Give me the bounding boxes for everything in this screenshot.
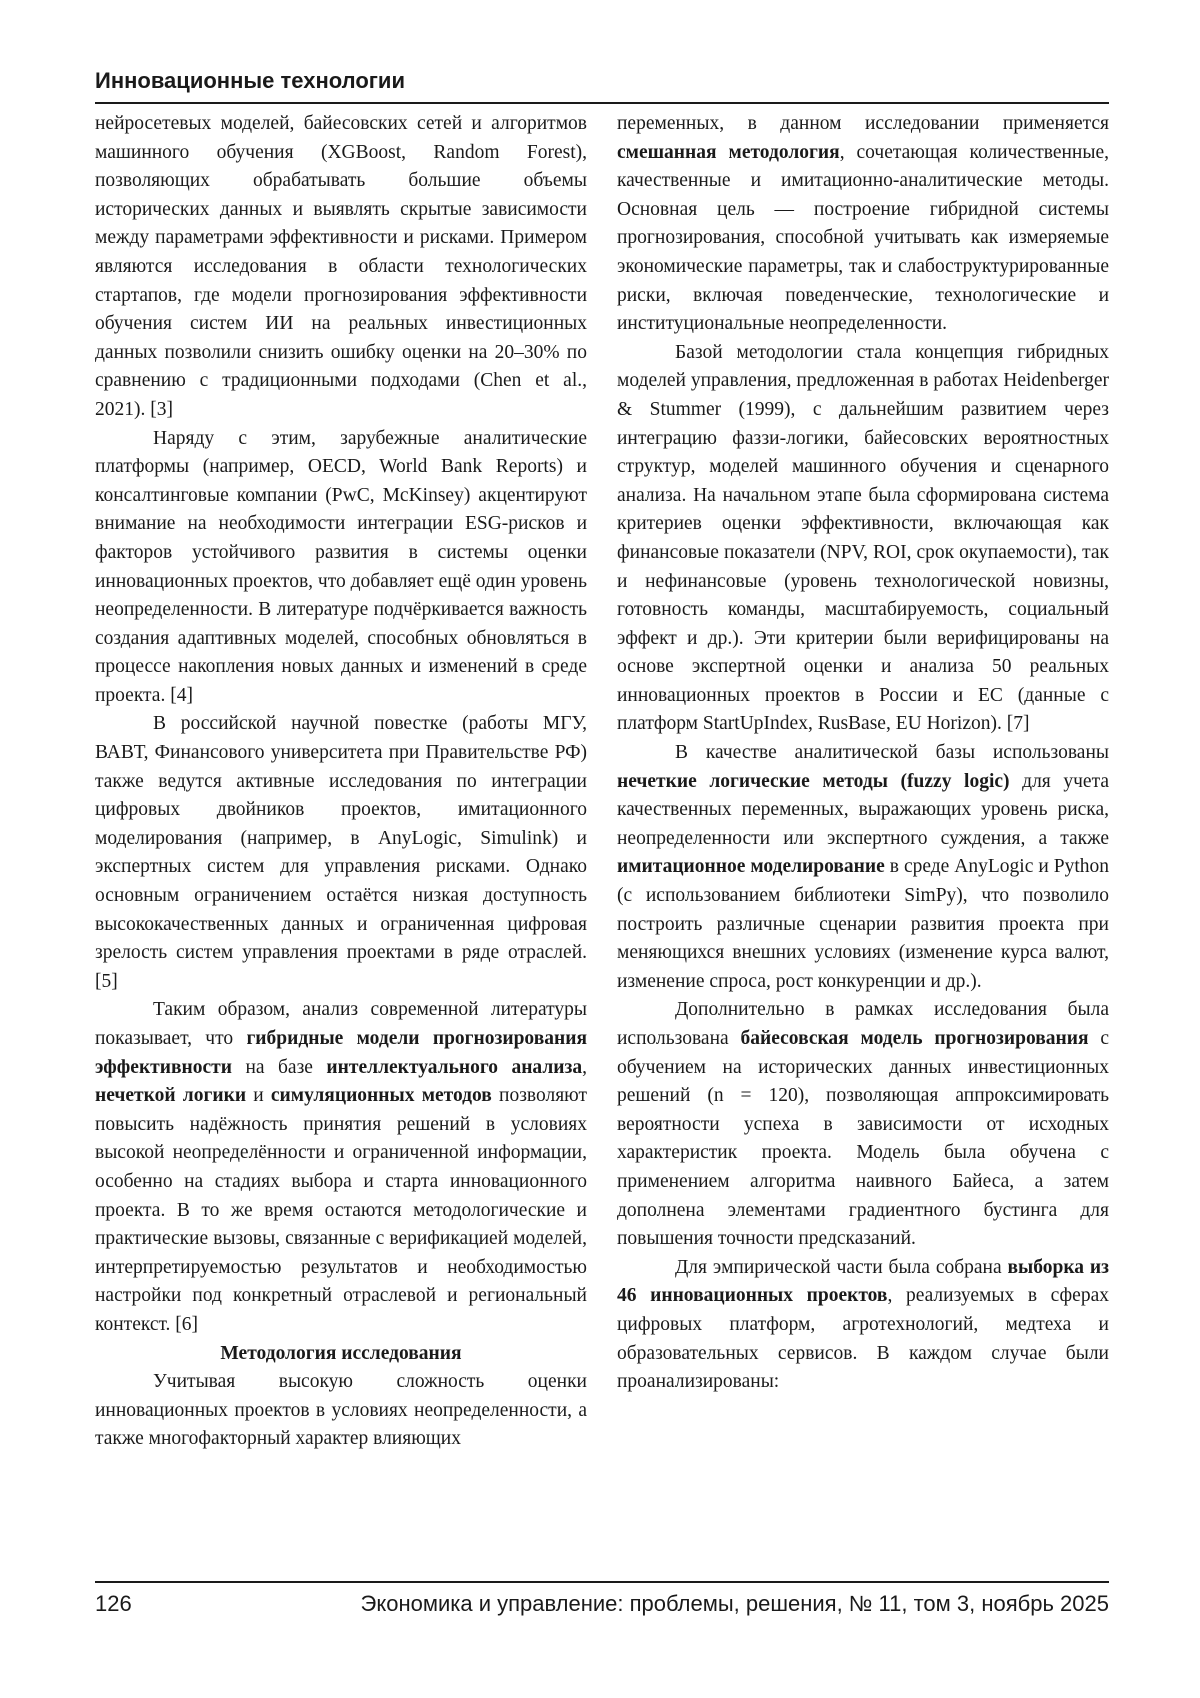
text-run: для учета качественных переменных, выражающих уровень риска, неопределенности или экспертного суждения, а также [617,770,1109,849]
journal-citation: Экономика и управление: проблемы, решения, № 11, том 3, ноябрь 2025 [360,1591,1109,1616]
footer-rule [95,1581,1109,1583]
paragraph [617,110,1109,339]
paragraph: нейросетевых моделей, байесовских сетей и алгоритмов машинного обучения (XGBoost, Random Forest), позволяющих обрабатывать большие объемы исторических данных и выявлять скрытые зависимости между параметрами эффективности и рисками. Примером являются исследования в области технологических стартапов, где модели прогнозирования эффективности обучения систем ИИ на реальных инвестиционных данных позволили снизить ошибку оценки на 20–30% по сравнению с традиционными подходами (Chen et al., 2021). [3] [95,113,587,420]
text-run: , реализуемых в сферах цифровых платформ, агротехнологий, медтеха и образовательных сервисов. В каждом случае были проанализированы: [617,1285,1109,1393]
text-run: позволяют повысить надёжность принятия решений в условиях высокой неопределённости и ограниченной информации, особенно на стадиях выбора и старта инновационного проекта. В то же время остаются методологические и практические вызовы, связанные с верификацией моделей, интерпретируемостью результатов и необходимостью настройки под конкретный отраслевой и региональный контекст. [6] [95,1085,588,1335]
header-rule [95,102,1109,104]
text-run: с обучением на исторических данных инвестиционных решений (n = 120), позволяющая аппроксимировать вероятности успеха в зависимости от исходных характеристик проекта. Модель была обучена с применением алгоритма наивного Байеса, а затем дополнена элементами градиентного бустинга для повышения точности предсказаний. [617,1028,1109,1250]
bold-term: гибридные модели прогнозирования эффективности [95,1028,587,1078]
bold-term: интеллектуального анализа [326,1056,583,1078]
section-heading: Методология исследования [220,1342,462,1364]
text-run: переменных, в данном исследовании применяется [617,113,1109,134]
text-run: в среде AnyLogic и Python (с использованием библиотеки SimPy), что позволило построить различные сценарии развития проекта при меняющихся внешних условиях (изменение курса валют, изменение спроса, рост конкуренции и др.). [617,856,1109,992]
bold-term: байесовская модель прогнозирования [740,1028,1089,1049]
bold-term: смешанная методология [617,141,840,163]
text-run: В качестве аналитической базы использованы [675,742,1109,764]
paragraph: Базой методологии стала концепция гибридных моделей управления, предложенная в работах Heidenberger & Stummer (1999), с дальнейшим развитием через интеграцию фаззи-логики, байесовских вероятностных структур, моделей машинного обучения и сценарного анализа. На начальном этапе была сформирована система критериев оценки эффективности, включающая как финансовые показатели (NPV, ROI, срок окупаемости), так и нефинансовые (уровень технологической новизны, готовность команды, масштабируемость, социальный эффект и др.). Эти критерии были верифицированы на основе экспертной оценки и анализа 50 реальных инновационных проектов в России и ЕС (данные с платформ StartUpIndex, RusBase, EU Horizon). [7] [617,341,1109,735]
text-run: Таким образом, анализ современной литературы показывает, что [95,999,587,1049]
left-column [95,110,587,1454]
paragraph [95,996,587,1339]
text-run: Дополнительно в рамках исследования была использована [617,999,1109,1049]
bold-term: симуляционных методов [270,1085,492,1107]
paragraph: Наряду с этим, зарубежные аналитические платформы (например, OECD, World Bank Reports) и консалтинговые компании (PwC, McKinsey) акцентируют внимание на необходимости интеграции ESG-рисков и факторов устойчивого развития в системы оценки инновационных проектов, что добавляет ещё один уровень неопределенности. В литературе подчёркивается важность создания адаптивных моделей, способных обновляться в процессе накопления новых данных и изменений в среде проекта. [4] [95,427,587,706]
bold-term: нечеткие логические методы (fuzzy logic) [617,770,1010,792]
right-column [617,110,1109,1397]
bold-term: имитационное моделирование [617,856,885,878]
bold-term: выборка из 46 инновационных проектов [617,1256,1109,1307]
page-number: 126 [95,1591,132,1616]
bold-term: нечеткой логики [95,1085,247,1107]
text-run: и [246,1085,271,1107]
text-run: Для эмпирической части была собрана [675,1256,1008,1278]
running-header: Инновационные технологии [95,68,405,93]
text-run: на базе [232,1056,327,1078]
text-run: , [582,1056,587,1078]
paragraph [617,996,1109,1253]
paragraph [617,1254,1109,1397]
paragraph: Учитывая высокую сложность оценки инновационных проектов в условиях неопределенности, а также многофакторный характер влияющих [95,1371,587,1450]
paragraph [617,739,1109,996]
text-run: , сочетающая количественные, качественные и имитационно-аналитические методы. Основная цель — построение гибридной системы прогнозирования, способной учитывать как измеряемые экономические параметры, так и слабоструктурированные риски, включая поведенческие, технологические и институциональные неопределенности. [617,141,1109,335]
paragraph: В российской научной повестке (работы МГУ, ВАВТ, Финансового университета при Правительстве РФ) также ведутся активные исследования по интеграции цифровых двойников проектов, имитационного моделирования (например, в AnyLogic, Simulink) и экспертных систем для управления рисками. Однако основным ограничением остаётся низкая доступность высококачественных данных и ограниченная цифровая зрелость систем управления проектами в ряде отраслей. [5] [95,713,587,992]
running-footer [95,1590,1109,1618]
